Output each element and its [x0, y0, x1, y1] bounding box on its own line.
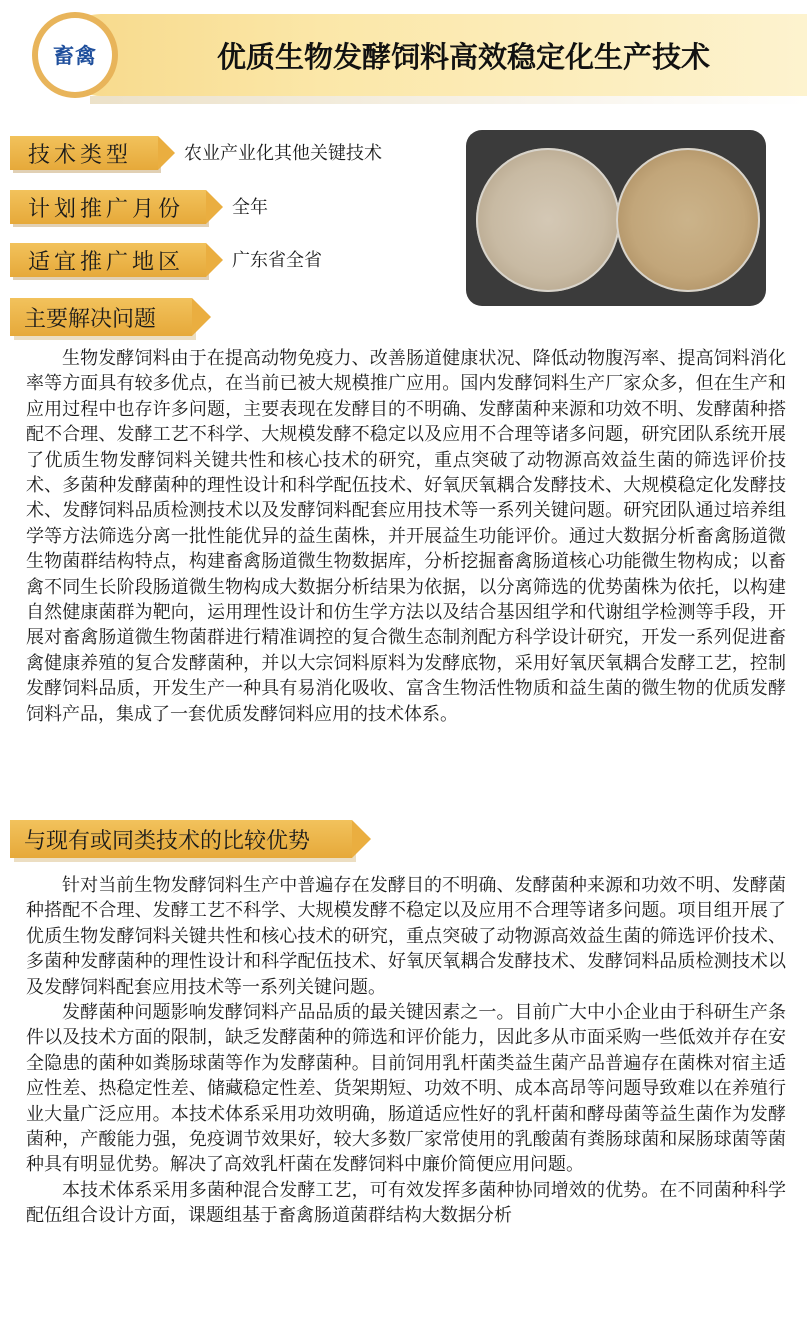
paragraph: 发酵菌种问题影响发酵饲料产品品质的最关键因素之一。目前广大中小企业由于科研生产条件以及技术方面的限制，缺乏发酵菌种的筛选和评价能力，因此多从市面采购一些低效并存在安全隐患的菌种如粪肠球菌等作为发酵菌种。目前饲用乳杆菌类益生菌产品普遍存在菌株对宿主适应性差、热稳定性差、储藏稳定性差、货架期短、功效不明、成本高昂等问题导致难以在养殖行业大量广泛应用。本技术体系采用功效明确，肠道适应性好的乳杆菌和酵母菌等益生菌作为发酵菌种，产酸能力强，免疫调节效果好，较大多数厂家常使用的乳酸菌有粪肠球菌和屎肠球菌等菌种具有明显优势。解决了高效乳杆菌在发酵饲料中廉价简便应用问题。: [26, 1002, 786, 1176]
info-value-plan-month: 全年: [232, 197, 268, 218]
page-title: 优质生物发酵饲料高效稳定化生产技术: [216, 39, 710, 74]
section-body-main-problems: [26, 346, 786, 727]
info-label-region: 适宜推广地区: [10, 243, 206, 277]
info-label-plan-month: 计划推广月份: [10, 190, 206, 224]
paragraph: 本技术体系采用多菌种混合发酵工艺，可有效发挥多菌种协同增效的优势。在不同菌种科学配伍组合设计方面，课题组基于畜禽肠道菌群结构大数据分析: [26, 1179, 786, 1227]
petri-dish-left: [476, 148, 620, 292]
section-body-advantages: [26, 873, 786, 1229]
section-heading-advantages: 与现有或同类技术的比较优势: [10, 820, 352, 858]
category-badge: 畜禽: [38, 18, 112, 92]
product-photo: [466, 130, 766, 306]
paragraph: 生物发酵饲料由于在提高动物免疫力、改善肠道健康状况、降低动物腹泻率、提高饲料消化率等方面具有较多优点，在当前已被大规模推广应用。国内发酵饲料生产厂家众多，但在生产和应用过程中也存许多问题，主要表现在发酵目的不明确、发酵菌种来源和功效不明、发酵菌种搭配不合理、发酵工艺不科学、大规模发酵不稳定以及应用不合理等诸多问题，研究团队系统开展了优质生物发酵饲料关键共性和核心技术的研究，重点突破了动物源高效益生菌的筛选评价技术、多菌种发酵菌种的理性设计和科学配伍技术、好氧厌氧耦合发酵技术、大规模稳定化发酵技术、发酵饲料品质检测技术以及发酵饲料配套应用技术等一系列关键问题。研究团队通过培养组学等方法筛选分离一批性能优异的益生菌株，并开展益生功能评价。通过大数据分析畜禽肠道微生物菌群结构特点，构建畜禽肠道微生物数据库，分析挖掘畜禽肠道核心功能微生物构成；以畜禽不同生长阶段肠道微生物构成大数据分析结果为依据，以分离筛选的优势菌株为依托，以构建自然健康菌群为靶向，运用理性设计和仿生学方法以及结合基因组学和代谢组学检测等手段，开展对畜禽肠道微生物菌群进行精准调控的复合微生态制剂配方科学设计研究，开发一系列促进畜禽健康养殖的复合发酵菌种，并以大宗饲料原料为发酵底物，采用好氧厌氧耦合发酵工艺，控制发酵饲料品质，开发生产一种具有易消化吸收、富含生物活性物质和益生菌的微生物的优质发酵饲料产品，集成了一套优质发酵饲料应用的技术体系。: [26, 348, 786, 725]
section-heading-main-problems: 主要解决问题: [10, 298, 192, 336]
info-value-region: 广东省全省: [232, 250, 322, 271]
petri-dish-right: [616, 148, 760, 292]
paragraph: 针对当前生物发酵饲料生产中普遍存在发酵目的不明确、发酵菌种来源和功效不明、发酵菌种搭配不合理、发酵工艺不科学、大规模发酵不稳定以及应用不合理等诸多问题。项目组开展了优质生物发酵饲料关键共性和核心技术的研究，重点突破了动物源高效益生菌的筛选评价技术、多菌种发酵菌种的理性设计和科学配伍技术、好氧厌氧耦合发酵技术、发酵饲料品质检测技术以及发酵饲料配套应用技术等一系列关键问题。: [26, 875, 786, 998]
info-value-tech-type: 农业产业化其他关键技术: [184, 143, 382, 164]
header-shadow: [90, 96, 807, 104]
info-label-tech-type: 技术类型: [10, 136, 158, 170]
